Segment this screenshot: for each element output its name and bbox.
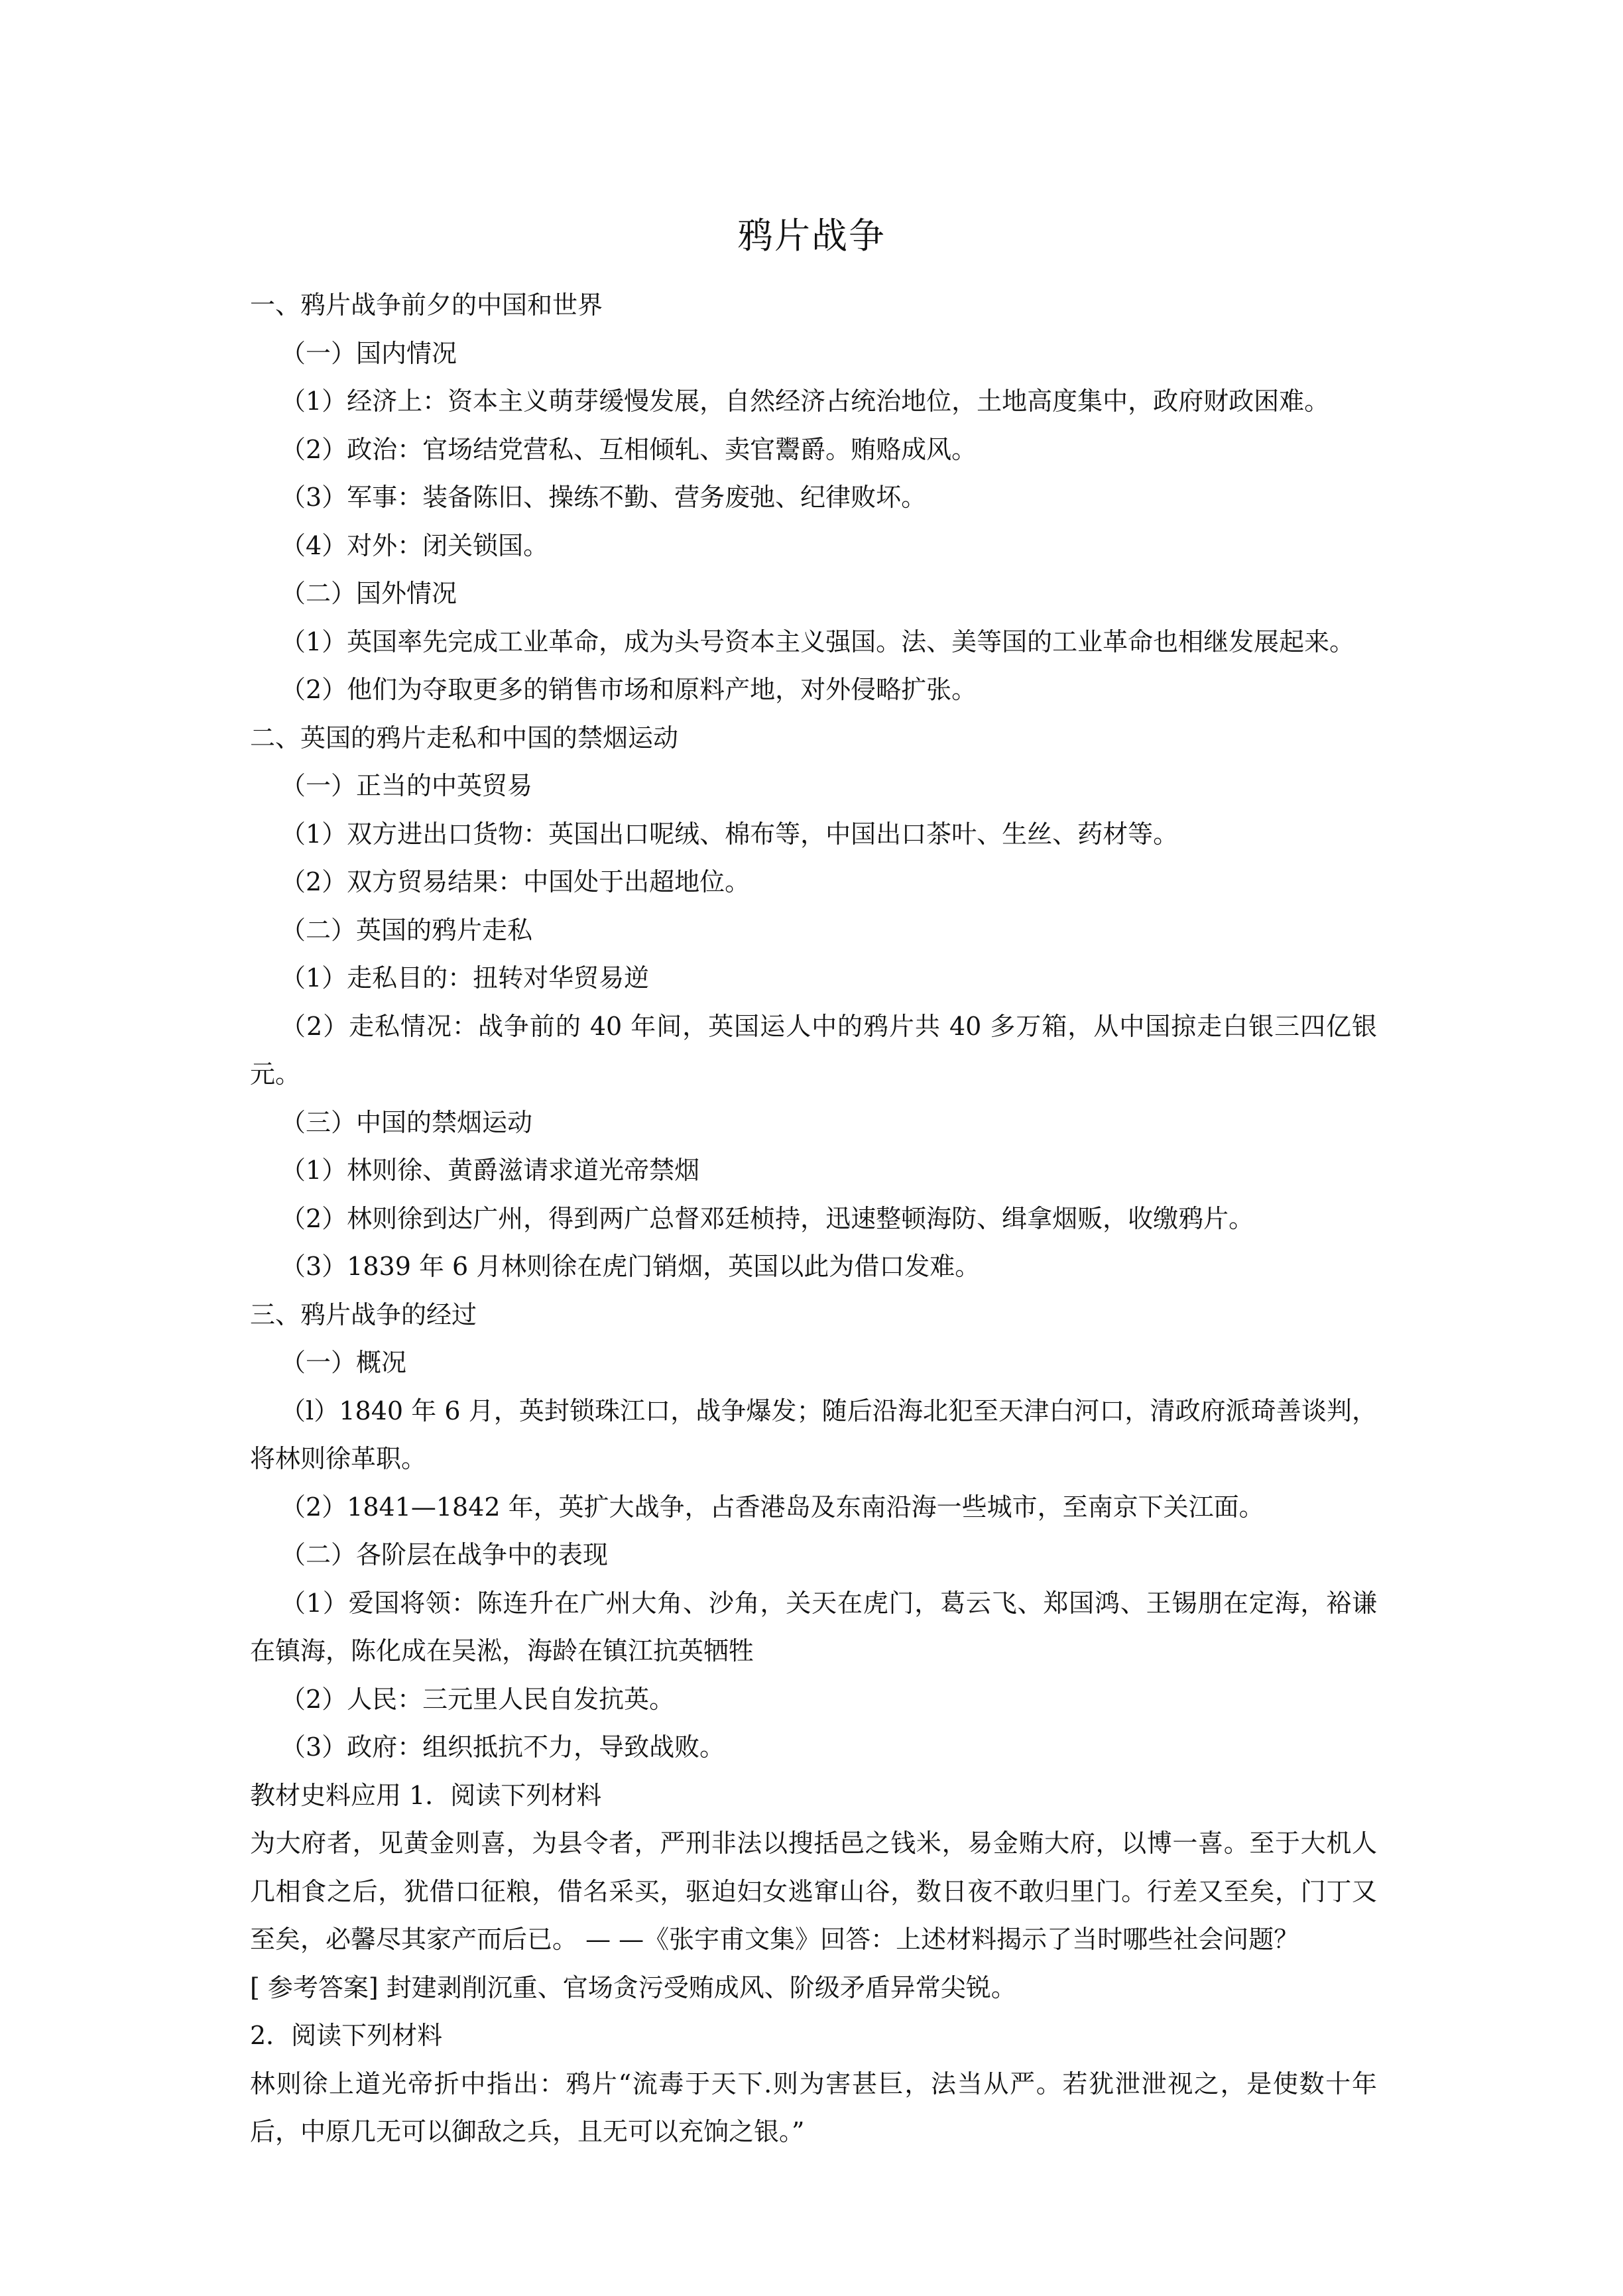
paragraph: （1）林则徐、黄爵滋请求道光帝禁烟 [280, 1156, 700, 1185]
paragraph: （4）对外：闭关锁国。 [280, 530, 549, 560]
paragraph: （2）政治：官场结党营私、互相倾轧、卖官鬻爵。贿赂成风。 [280, 434, 977, 464]
reference-answer: [ 参考答案] 封建剥削沉重、官场贪污受贿成风、阶级矛盾异常尖锐。 [250, 1972, 1016, 2002]
paragraph: （3）军事：装备陈旧、操练不勤、营务废弛、纪律败坏。 [280, 483, 927, 512]
subsection-heading: （二）各阶层在战争中的表现 [280, 1540, 609, 1569]
paragraph: （2）1841—1842 年，英扩大战争，占香港岛及东南沿海一些城市，至南京下关江面。 [280, 1492, 1264, 1522]
source-material: 林则徐上道光帝折中指出：鸦片“流毒于天下.则为害甚巨，法当从严。若犹泄泄视之，是使数十年后，中原几无可以御敌之兵，且无可以充饷之银。” [250, 2069, 1377, 2146]
paragraph: （1）双方进出口货物：英国出口呢绒、棉布等，中国出口茶叶、生丝、药材等。 [280, 819, 1179, 849]
subsection-heading: （一）概况 [280, 1348, 407, 1377]
exercise-heading: 2．阅读下列材料 [250, 2021, 443, 2050]
subsection-heading: （一）国内情况 [280, 338, 457, 368]
paragraph: （2）林则徐到达广州，得到两广总督邓廷桢持，迅速整顿海防、缉拿烟贩，收缴鸦片。 [280, 1203, 1254, 1233]
paragraph: （l）1840 年 6 月，英封锁珠江口，战争爆发；随后沿海北犯至天津白河口，清政府派琦善谈判，将林则徐革职。 [250, 1396, 1377, 1473]
subsection-heading: （二）英国的鸦片走私 [280, 915, 533, 945]
paragraph: （3）1839 年 6 月林则徐在虎门销烟，英国以此为借口发难。 [280, 1252, 981, 1281]
source-material: 为大府者，见黄金则喜，为县令者，严刑非法以搜括邑之钱米，易金贿大府，以博一喜。至于大机人几相食之后，犹借口征粮，借名采买，驱迫妇女逃窜山谷，数日夜不敢归里门。行差又至矣，门丁又至矣，必馨尽其家产而后已。 — —《张宇甫文集》回答：上述材料揭示了当时哪些社会问题？ [250, 1829, 1377, 1954]
paragraph: （2）走私情况：战争前的 40 年间，英国运人中的鸦片共 40 多万箱，从中国掠走白银三四亿银元。 [250, 1011, 1377, 1089]
paragraph: （1）经济上：资本主义萌芽缓慢发展，自然经济占统治地位，土地高度集中，政府财政困难。 [280, 387, 1330, 416]
exercise-heading: 教材史料应用 1．阅读下列材料 [250, 1780, 602, 1810]
subsection-heading: （三）中国的禁烟运动 [280, 1107, 533, 1137]
paragraph: （3）政府：组织抵抗不力，导致战败。 [280, 1732, 725, 1762]
paragraph: （2）人民：三元里人民自发抗英。 [280, 1684, 675, 1714]
paragraph: （2）双方贸易结果：中国处于出超地位。 [280, 867, 751, 896]
paragraph: （1）走私目的：扭转对华贸易逆 [280, 963, 650, 993]
document-body [250, 281, 1377, 2156]
page-title: 鸦片战争 [737, 215, 886, 257]
paragraph: （1）英国率先完成工业革命，成为头号资本主义强国。法、美等国的工业革命也相继发展起来。 [280, 627, 1355, 656]
subsection-heading: （一）正当的中英贸易 [280, 771, 533, 800]
paragraph: （1）爱国将领：陈连升在广州大角、沙角，关天在虎门，葛云飞、郑国鸿、王锡朋在定海，裕谦在镇海，陈化成在吴淞，海龄在镇江抗英牺牲 [250, 1588, 1377, 1665]
section-heading: 二、英国的鸦片走私和中国的禁烟运动 [250, 723, 679, 753]
subsection-heading: （二）国外情况 [280, 579, 457, 608]
paragraph: （2）他们为夺取更多的销售市场和原料产地，对外侵略扩张。 [280, 675, 977, 704]
section-heading: 三、鸦片战争的经过 [250, 1299, 477, 1329]
section-heading: 一、鸦片战争前夕的中国和世界 [250, 290, 603, 320]
